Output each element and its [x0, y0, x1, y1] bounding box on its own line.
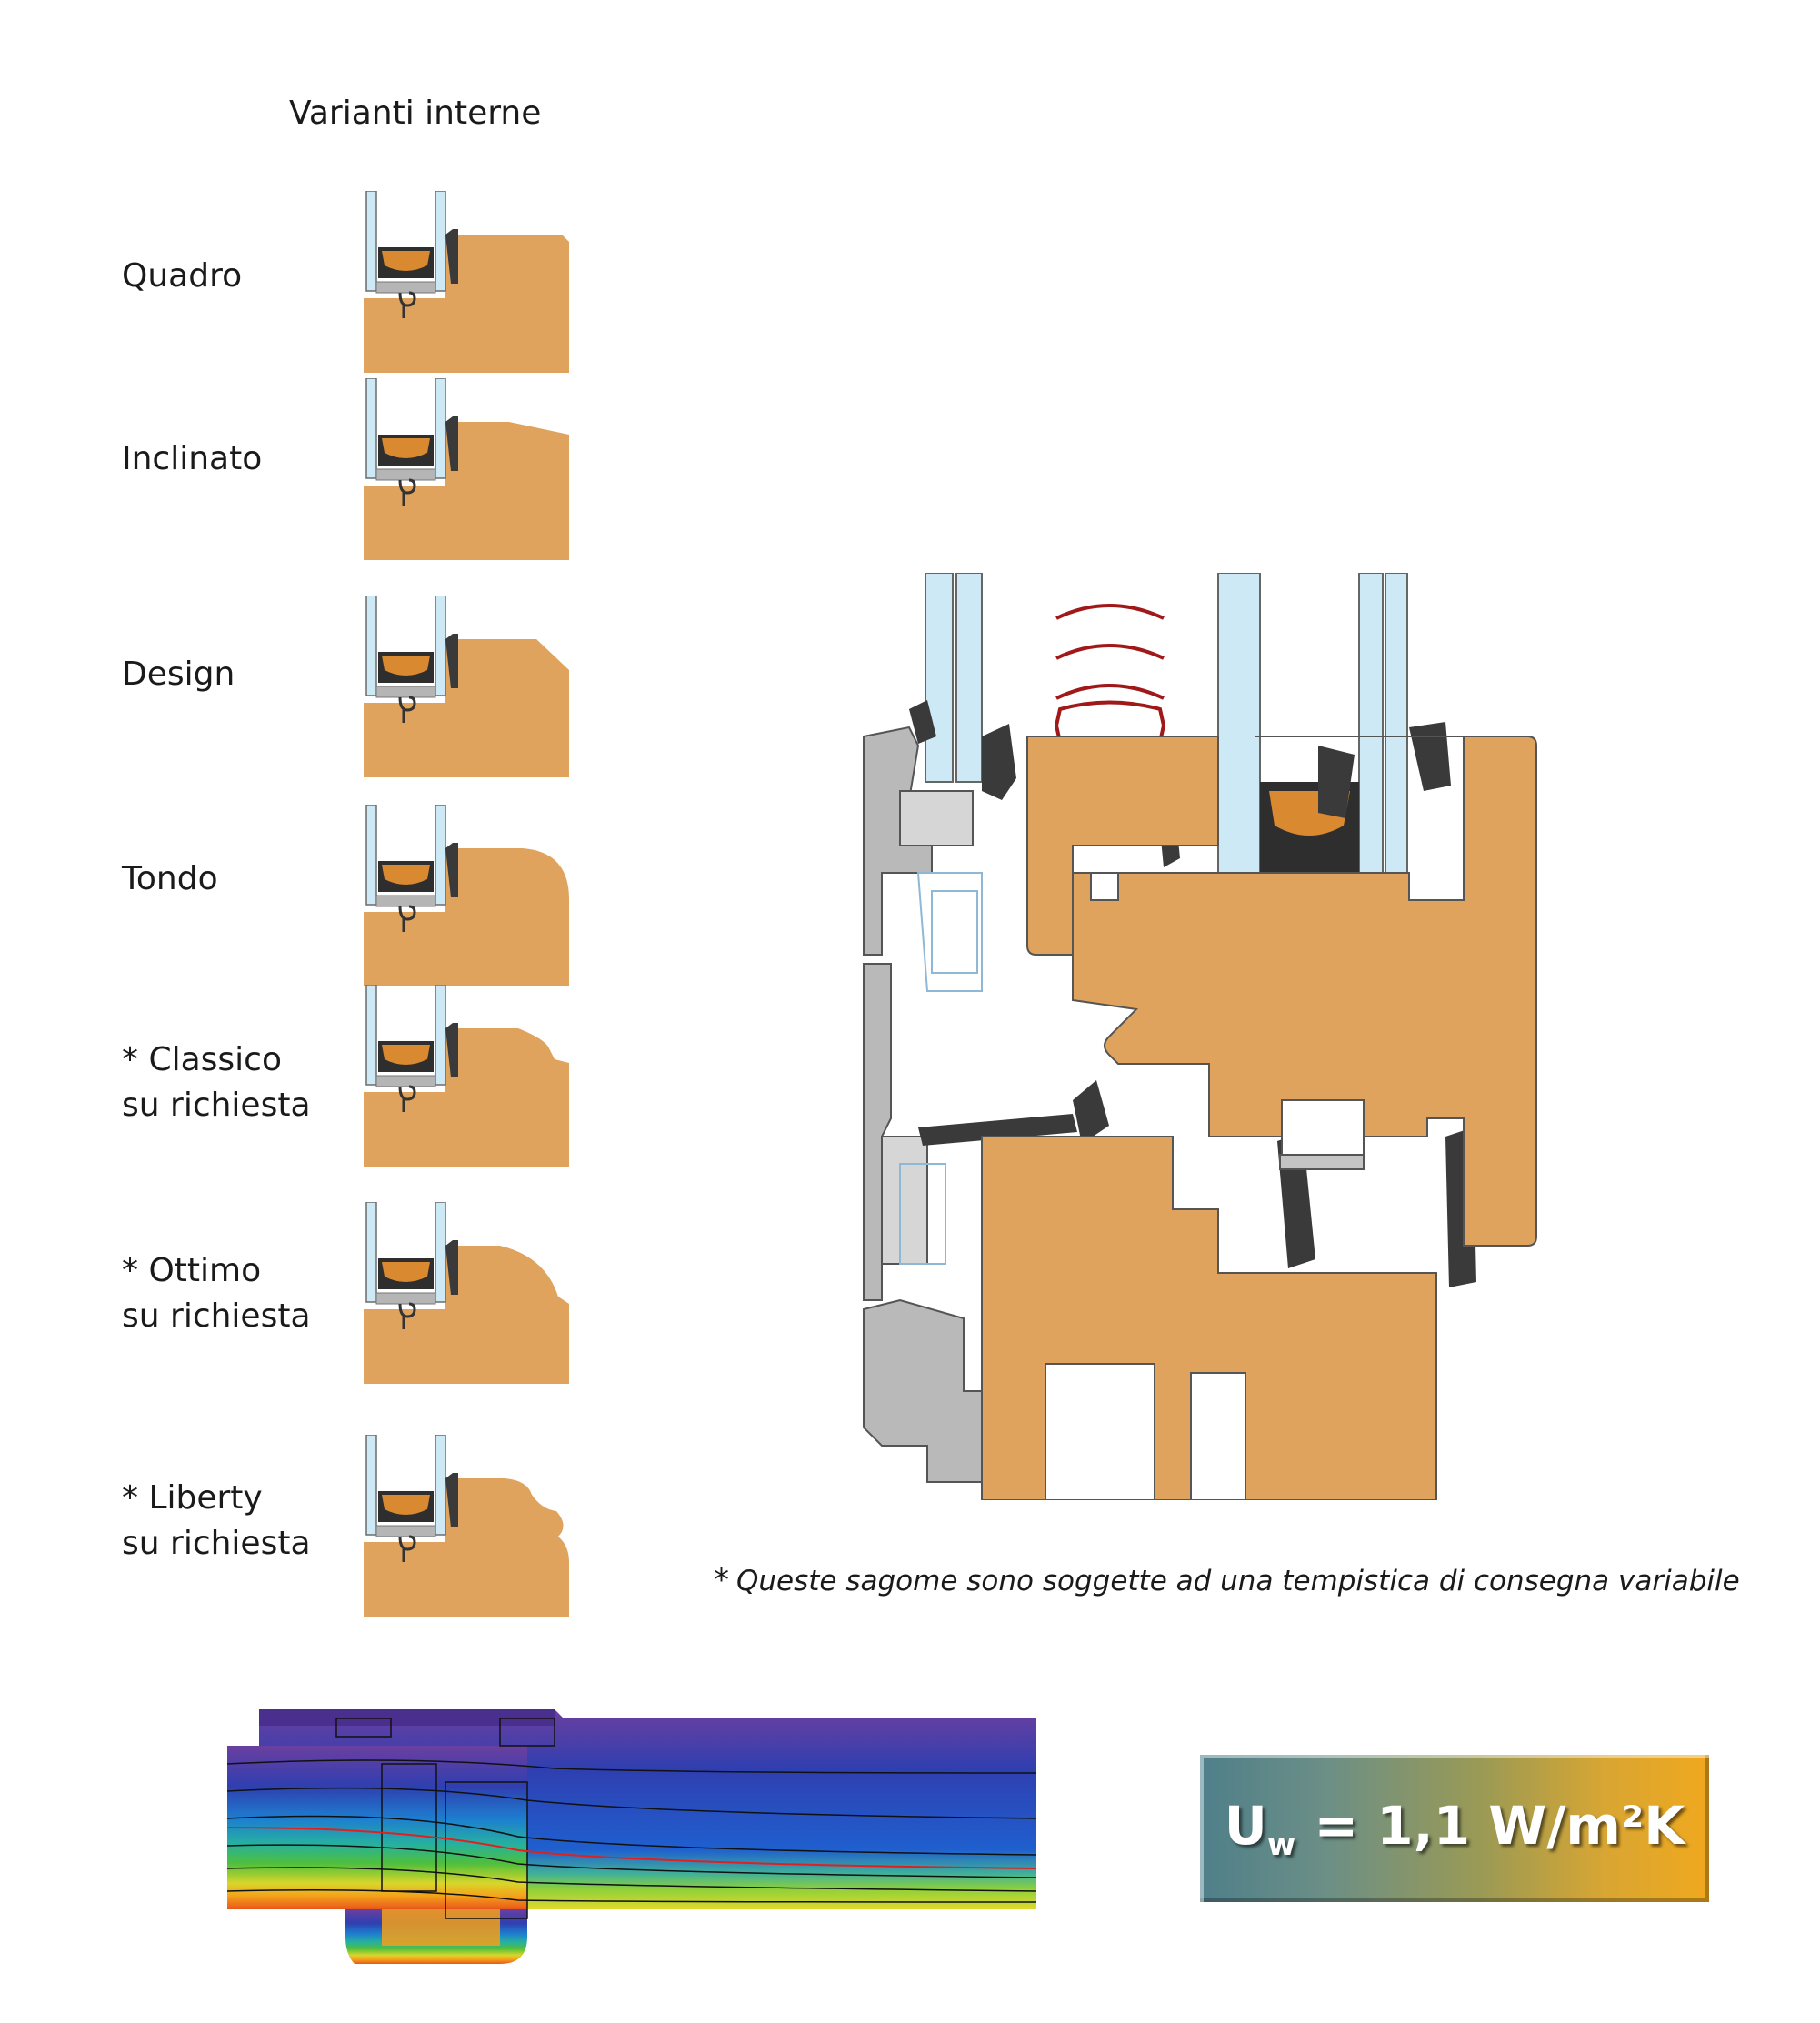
variant-label-ottimo: * Ottimo su richiesta: [122, 1252, 311, 1335]
profile-ottimo-thumbnail: [364, 1202, 573, 1384]
variant-label-design: Design: [122, 656, 235, 693]
inner-glass-pane: [1218, 573, 1260, 873]
delivery-note: * Queste sagome sono soggette ad una tempistica di consegna variabile: [714, 1562, 1740, 1598]
aluminium-frame: [864, 727, 982, 1482]
variant-label-liberty: * Liberty su richiesta: [122, 1479, 311, 1562]
sound-wave-icon: [1056, 606, 1164, 748]
profile-classico-thumbnail: [364, 985, 573, 1167]
profile-liberty-thumbnail: [364, 1435, 573, 1617]
profile-design-thumbnail: [364, 596, 573, 777]
variant-label-quadro: Quadro: [122, 257, 243, 295]
variant-label-classico: * Classico su richiesta: [122, 1041, 311, 1124]
variant-label-tondo: Tondo: [122, 860, 218, 897]
profile-inclinato-thumbnail: [364, 378, 573, 560]
outer-glass-pane: [925, 573, 953, 782]
profile-quadro-thumbnail: [364, 191, 573, 373]
variant-label-inclinato: Inclinato: [122, 440, 263, 477]
window-cross-section-diagram: [845, 573, 1555, 1500]
thermal-simulation-diagram: [227, 1691, 1045, 1973]
section-title: Varianti interne: [289, 95, 542, 132]
uw-value-badge: $U_w = 1,1$ W/m²K: [1200, 1755, 1709, 1902]
profile-tondo-thumbnail: [364, 805, 573, 986]
